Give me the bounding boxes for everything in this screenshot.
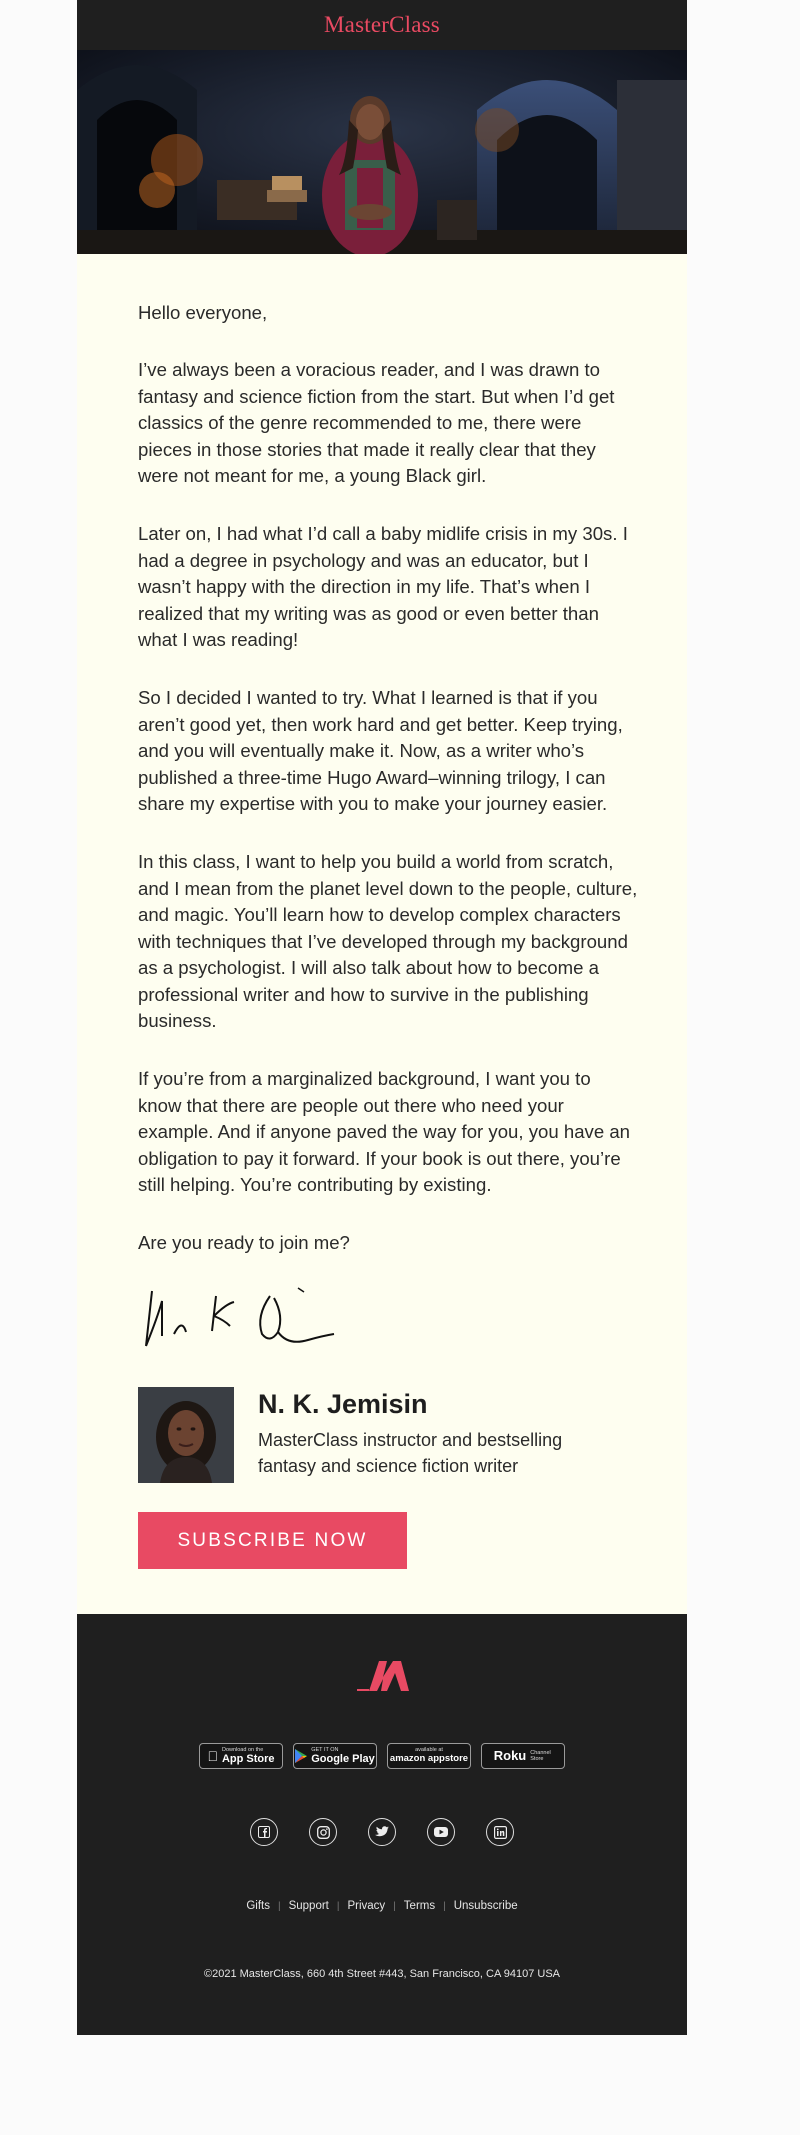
author-photo <box>138 1387 234 1483</box>
app-store-badges <box>77 1743 687 1769</box>
app-store-badge-small: Download on the <box>216 1747 258 1753</box>
amazon-badge-small: available at <box>415 1747 443 1753</box>
author-name: N. K. Jemisin <box>258 1389 428 1419</box>
roku-badge-extra: Channel Store <box>530 1750 551 1762</box>
footer <box>77 1614 687 2035</box>
amazon-badge-big: amazon appstore <box>389 1753 469 1764</box>
google-play-badge-big: Google Play <box>311 1753 375 1765</box>
google-play-badge-text <box>311 1747 375 1765</box>
masterclass-m-logo-icon[interactable] <box>357 1659 411 1691</box>
twitter-icon[interactable] <box>368 1818 396 1846</box>
terms-link[interactable]: Terms <box>403 1900 436 1912</box>
amazon-appstore-badge[interactable] <box>387 1743 471 1769</box>
app-store-badge[interactable] <box>199 1743 283 1769</box>
gifts-link[interactable]: Gifts <box>246 1900 270 1912</box>
greeting: Hello everyone, <box>138 302 268 323</box>
closing-question: Are you ready to join me? <box>138 1232 350 1253</box>
privacy-link[interactable]: Privacy <box>347 1900 386 1912</box>
google-play-badge[interactable] <box>293 1743 377 1769</box>
paragraph-2: Later on, I had what I’d call a baby midlife crisis in my 30s. I had a degree in psychology and was an educator, but I wasn’t happy with the direction in my life. That’s when I realized that my writing was as good or even better than what I was reading! <box>138 523 628 650</box>
facebook-icon[interactable] <box>250 1818 278 1846</box>
author-block <box>138 1387 638 1483</box>
social-links <box>77 1818 687 1846</box>
google-play-badge-small: GET IT ON <box>311 1747 339 1753</box>
paragraph-5: If you’re from a marginalized background, I want you to know that there are people out there who need your example. And if anyone paved the way for you, you have an obligation to pay it forward. If your book is out there, you’re still helping. You’re contributing by existing. <box>138 1068 631 1195</box>
amazon-badge-text <box>390 1747 468 1765</box>
paragraph-3: So I decided I wanted to try. What I learned is that if you aren’t good yet, then work hard and get better. Keep trying, and you will eventually make it. Now, as a writer who’s published a three-time Hugo Award–winning trilogy, I can share my expertise with you to make your journey easier. <box>138 687 623 814</box>
instagram-icon[interactable] <box>309 1818 337 1846</box>
signature-image <box>138 1286 338 1356</box>
copyright-address: ©2021 MasterClass, 660 4th Street #443, San Francisco, CA 94107 USA <box>203 1968 561 1980</box>
masterclass-logo[interactable]: MasterClass <box>324 12 440 37</box>
link-separator: | <box>277 1900 281 1912</box>
paragraph-1: I’ve always been a voracious reader, and I was drawn to fantasy and science fiction from the start. But when I’d get classics of the genre recommended to me, there were pieces in those stories that made it really clear that they were not meant for me, a young Black girl. <box>138 359 615 486</box>
linkedin-icon[interactable] <box>486 1818 514 1846</box>
footer-links <box>77 1900 687 1912</box>
roku-badge-big: Roku <box>493 1748 527 1763</box>
link-separator: | <box>443 1900 446 1912</box>
unsubscribe-link[interactable]: Unsubscribe <box>453 1900 518 1912</box>
support-link[interactable]: Support <box>288 1900 329 1912</box>
author-description: MasterClass instructor and bestselling fantasy and science fiction writer <box>258 1430 563 1476</box>
google-play-icon <box>295 1749 307 1763</box>
hero-image[interactable] <box>77 50 687 254</box>
hero-illustration <box>77 50 687 254</box>
author-portrait-illustration <box>138 1387 234 1483</box>
app-store-badge-text <box>216 1747 275 1765</box>
youtube-icon[interactable] <box>427 1818 455 1846</box>
header-bar <box>77 0 687 50</box>
roku-badge[interactable] <box>481 1743 565 1769</box>
paragraph-4: In this class, I want to help you build a world from scratch, and I mean from the planet level down to the people, culture, and magic. You’ll learn how to develop complex characters with techniques that I’ve developed through my background as a psychologist. I will also talk about how to become a professional writer and how to survive in the publishing business. <box>138 851 638 1031</box>
subscribe-now-button[interactable]: SUBSCRIBE NOW <box>138 1512 407 1569</box>
link-separator: | <box>336 1900 340 1912</box>
apple-icon <box>207 1748 218 1764</box>
link-separator: | <box>393 1900 396 1912</box>
email-container <box>77 0 687 2135</box>
app-store-badge-big: App Store <box>216 1753 270 1765</box>
